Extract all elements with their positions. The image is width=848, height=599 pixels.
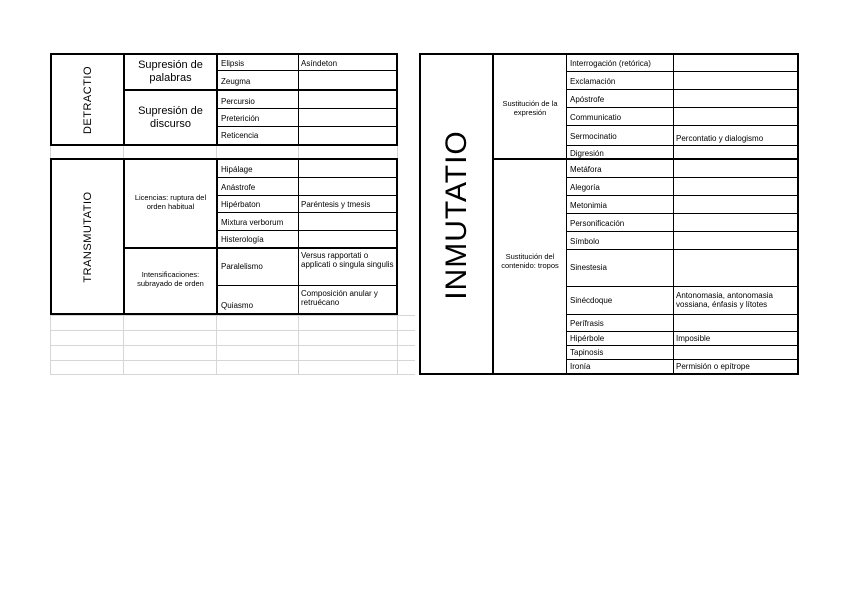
figure-name: Metáfora bbox=[570, 165, 602, 174]
detractio-group1-label: Supresión de palabras bbox=[138, 59, 203, 84]
figure-name: Mixtura verborum bbox=[221, 218, 284, 227]
figure-name: Reticencia bbox=[221, 131, 259, 140]
inmutatio-group1-label: Sustitución de la expresión bbox=[502, 99, 558, 117]
figure-name: Hipálage bbox=[221, 165, 253, 174]
figure-name: Alegoría bbox=[570, 183, 600, 192]
inmutatio-group2-label: Sustitución del contenido: tropos bbox=[501, 252, 559, 270]
figure-name: Digresión bbox=[570, 149, 604, 158]
figure-name: Zeugma bbox=[221, 77, 251, 86]
figure-name: Sinécdoque bbox=[570, 296, 613, 305]
figure-name: Exclamación bbox=[570, 77, 616, 86]
figure-variant: Paréntesis y tmesis bbox=[301, 200, 371, 209]
figure-name: Sinestesia bbox=[570, 263, 607, 272]
figure-name: Personificación bbox=[570, 219, 625, 228]
figure-name: Interrogación (retórica) bbox=[570, 59, 651, 68]
figure-name: Histerología bbox=[221, 235, 264, 244]
figure-name: Quiasmo bbox=[221, 301, 254, 310]
transmutatio-title: TRANSMUTATIO bbox=[82, 191, 94, 283]
transmutatio-table bbox=[50, 158, 398, 315]
detractio-table bbox=[50, 53, 398, 146]
figure-name: Hipérbole bbox=[570, 334, 605, 343]
detractio-title: DETRACTIO bbox=[82, 65, 94, 135]
figure-name: Apóstrofe bbox=[570, 95, 605, 104]
detractio-group2-label: Supresión de discurso bbox=[138, 105, 203, 130]
figure-name: Ironía bbox=[570, 362, 591, 371]
figure-name: Tapinosis bbox=[570, 348, 604, 357]
figure-variant: Permisión o epítrope bbox=[676, 362, 750, 371]
figure-name: Sermocinatio bbox=[570, 132, 617, 141]
figure-variant: Composición anular y retruécano bbox=[301, 289, 378, 307]
figure-name: Perífrasis bbox=[570, 319, 604, 328]
figure-variant: Asíndeton bbox=[301, 59, 338, 68]
figure-name: Preterición bbox=[221, 114, 260, 123]
figure-name: Hipérbaton bbox=[221, 200, 261, 209]
figure-name: Percursio bbox=[221, 97, 255, 106]
figure-name: Anástrofe bbox=[221, 183, 256, 192]
figure-name: Elipsis bbox=[221, 59, 245, 68]
transmutatio-group2-label: Intensificaciones: subrayado de orden bbox=[137, 270, 204, 288]
figure-variant: Imposible bbox=[676, 334, 711, 343]
inmutatio-table bbox=[419, 53, 799, 375]
inmutatio-title: INMUTATIO bbox=[440, 130, 473, 300]
figure-name: Metonimia bbox=[570, 201, 607, 210]
figure-variant: Versus rapportati o applicati o singula singulis bbox=[301, 251, 394, 269]
figure-variant: Percontatio y dialogismo bbox=[676, 134, 764, 143]
figure-variant: Antonomasia, antonomasia vossiana, énfasis y lítotes bbox=[676, 291, 773, 309]
figure-name: Paralelismo bbox=[221, 262, 263, 271]
figure-name: Símbolo bbox=[570, 237, 600, 246]
figure-name: Communicatio bbox=[570, 113, 622, 122]
transmutatio-group1-label: Licencias: ruptura del orden habitual bbox=[134, 193, 207, 211]
